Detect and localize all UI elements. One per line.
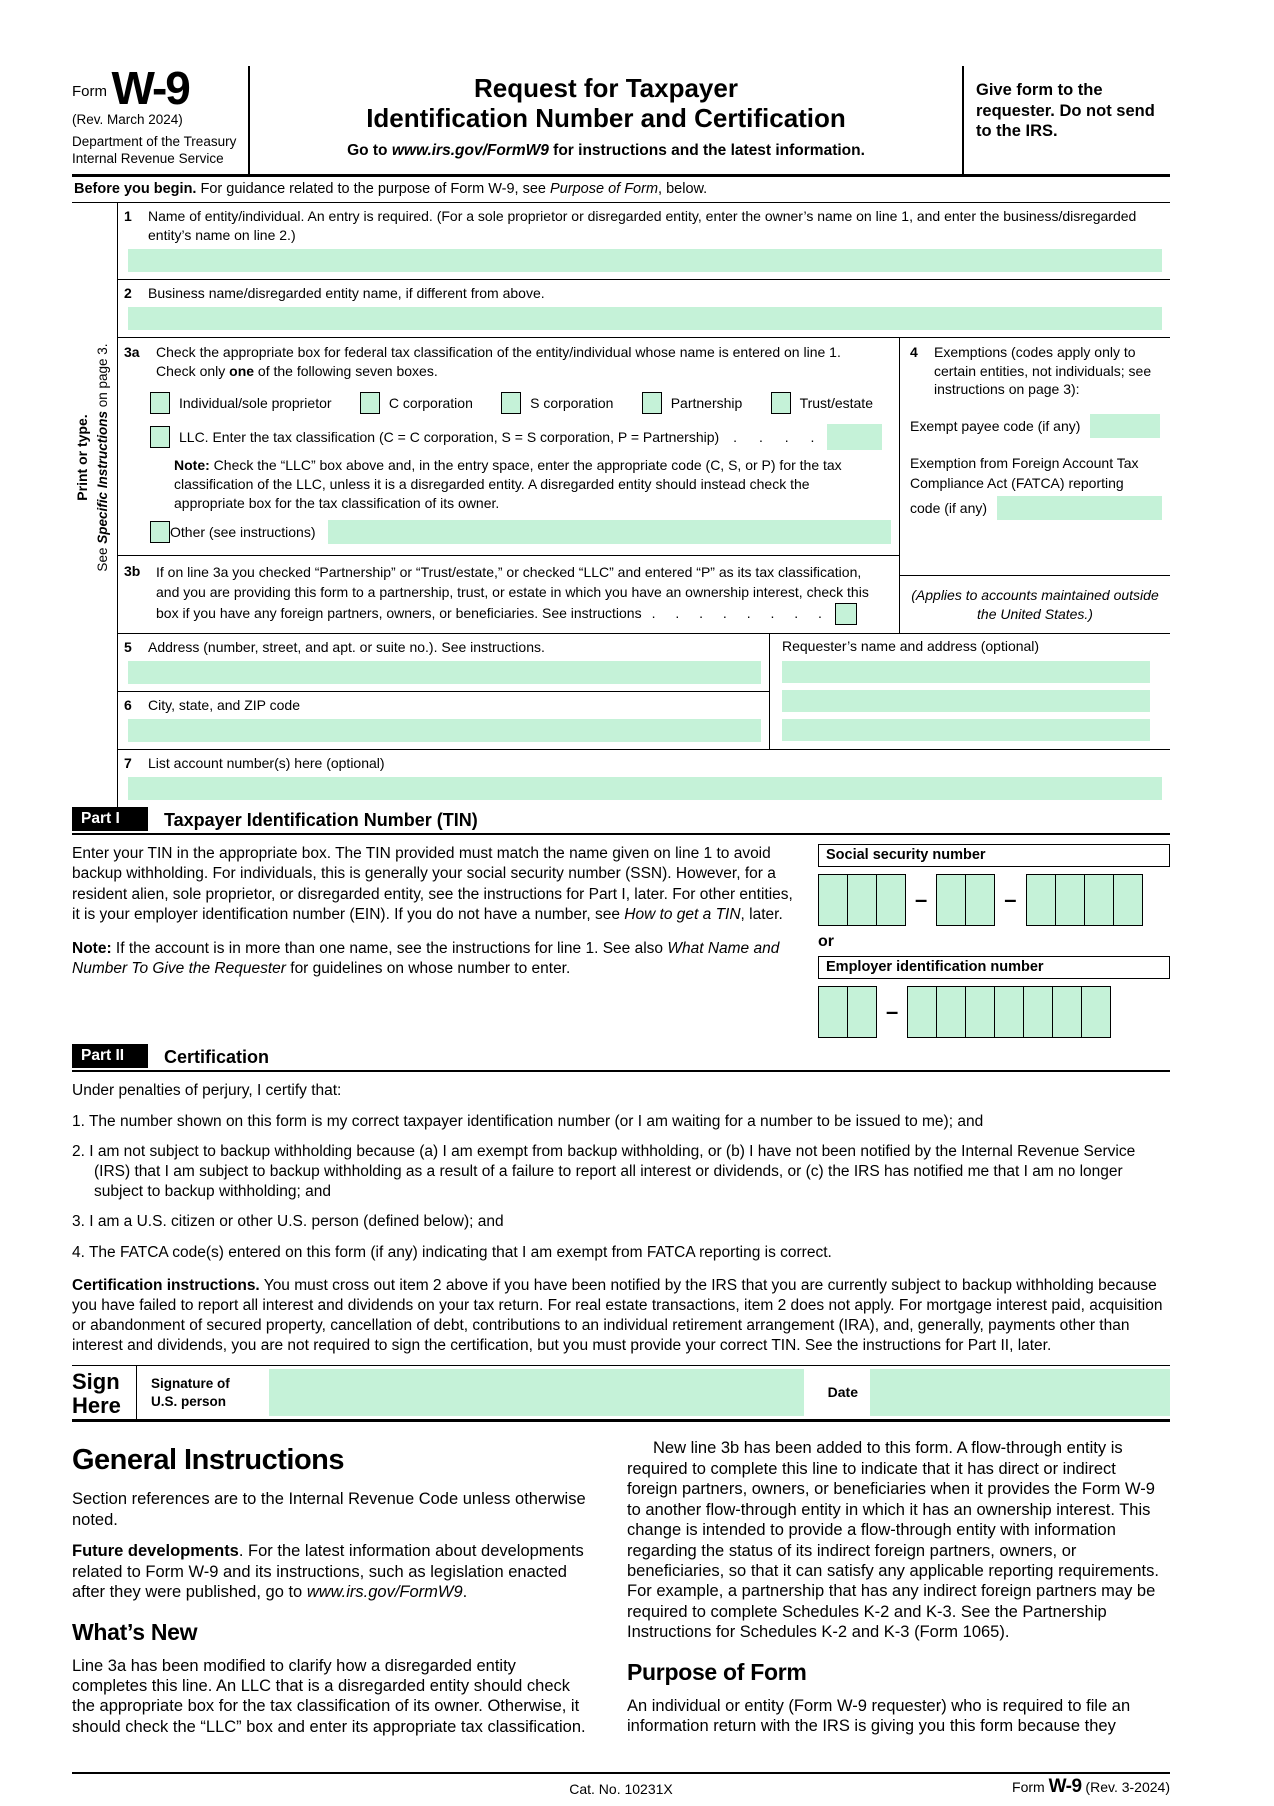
line5-number: 5 (124, 639, 132, 656)
dept-treasury: Department of the Treasury (72, 133, 237, 149)
ssn-digit-box[interactable] (1026, 874, 1056, 926)
trust-estate-checkbox[interactable] (771, 392, 791, 414)
row-line5 (118, 634, 769, 692)
dot-leader: . . . . . . . . (651, 604, 823, 621)
row-line3a (118, 338, 899, 556)
ssn-digit-box[interactable] (847, 874, 877, 926)
line3a-text-2: of the following seven boxes. (254, 362, 438, 379)
ssn-dash: – (915, 886, 928, 912)
part1-badge: Part I (72, 807, 148, 831)
row-line1 (118, 203, 1170, 280)
row-line2 (118, 280, 1170, 338)
certification-instructions (72, 1276, 1170, 1357)
form-number-line (72, 62, 240, 114)
ein-boxes-row (818, 986, 1170, 1038)
form-word: Form (72, 83, 107, 100)
option-c-corp (360, 392, 473, 414)
c-corporation-label: C corporation (388, 395, 473, 412)
line6-label-row (124, 696, 769, 715)
ein-digit-box[interactable] (847, 986, 877, 1038)
ssn-label: Social security number (818, 844, 1170, 867)
footer-form-number: W-9 (1048, 1776, 1082, 1798)
signature-of-text: Signature of (151, 1376, 230, 1392)
line1-name-input[interactable] (128, 249, 1162, 272)
or-label: or (818, 932, 834, 950)
option-other (150, 520, 891, 544)
line1-label: Name of entity/individual. An entry is required. (For a sole proprietor or disregarded entity, enter the owner’s name on line 1, and enter the business/disregarded entity’s name on line 2.) (148, 208, 1137, 243)
form-number: W-9 (111, 62, 189, 114)
dot-leader: . . . . (733, 429, 816, 446)
tin-note-italic: What Name and Number To Give the Requester (72, 939, 780, 977)
part1-header (72, 807, 1170, 835)
line3b-label (156, 562, 891, 625)
before-you-begin (72, 177, 1170, 203)
form-revision: (Rev. March 2024) (72, 112, 183, 128)
note-text: Check the “LLC” box above and, in the entry space, enter the appropriate code (C, S, or P) for the tax classification of the LLC, unless it is a disregarded entity. A disregarded entity should instead check the appropriate box for the tax classification of its owner. (174, 457, 842, 512)
llc-note (174, 456, 861, 513)
part1-instructions (72, 844, 818, 1038)
llc-checkbox[interactable] (150, 426, 170, 448)
tin-note-paragraph (72, 939, 794, 980)
sign-here-label (72, 1366, 136, 1419)
ssn-digit-box[interactable] (936, 874, 966, 926)
other-label: Other (see instructions) (170, 524, 316, 541)
tin-italic: How to get a TIN (624, 906, 741, 924)
line2-label-row (124, 284, 1170, 303)
exempt-payee-label: Exempt payee code (if any) (910, 418, 1081, 435)
signature-label (151, 1366, 269, 1419)
section-references-paragraph: Section references are to the Internal Revenue Code unless otherwise noted. (72, 1490, 586, 1529)
future-developments-paragraph (72, 1541, 595, 1602)
classification-checkbox-row (150, 392, 873, 414)
line3b-new-paragraph: New line 3b has been added to this form. A flow-through entity is required to complete this line to indicate that it has direct or indirect foreign partners, owners, or beneficiaries when it provides the Form W-9 to another flow-through entity in which it has an ownership interest. This change is intended to provide a flow-through entity with information regarding the status of its indirect foreign partners, owners, or beneficiaries, so that it can satisfy any applicable reporting requirements. For example, a partnership that has any indirect foreign partners may be required to complete Schedules K-2 and K-3. See the Partnership Instructions for Schedules K-2 and K-3 (Form 1065). (627, 1439, 1159, 1642)
general-instructions-section (72, 1438, 1170, 1748)
irs-label: Internal Revenue Service (72, 151, 224, 167)
fatca-label: Exemption from Foreign Account Tax Compliance Act (FATCA) reporting (910, 455, 1139, 491)
ein-digit-box[interactable] (994, 986, 1024, 1038)
certification-intro: Under penalties of perjury, I certify that: (72, 1081, 342, 1099)
requester-input-1[interactable] (782, 661, 1150, 683)
individual-checkbox[interactable] (150, 392, 170, 414)
fatca-code-label: code (if any) (910, 499, 988, 516)
line3b-text: If on line 3a you checked “Partnership” or “Trust/estate,” or checked “LLC” and entered “P” as its tax classification, and you are providing this form to a partnership, trust, or estate in which you have an ownership interest, check this box if you have any foreign partners, owners, or beneficiaries. See instructions (156, 564, 869, 621)
other-input[interactable] (328, 520, 892, 544)
exemptions-block (900, 338, 1170, 576)
tin-boxes-panel (818, 844, 1170, 1038)
option-partnership (642, 392, 743, 414)
tin-note-text-2: for guidelines on whose number to enter. (285, 959, 571, 977)
ein-digit-box[interactable] (1081, 986, 1111, 1038)
ein-digit-box[interactable] (1052, 986, 1082, 1038)
tin-note-text-1: If the account is in more than one name, see the instructions for line 1. See also (111, 939, 668, 957)
instructions-left-column (72, 1438, 595, 1748)
line5-label: Address (number, street, and apt. or suite no.). See instructions. (148, 639, 545, 656)
line6-number: 6 (124, 696, 132, 713)
ein-label: Employer identification number (818, 956, 1170, 979)
purpose-of-form-title: Purpose of Form (627, 1658, 807, 1685)
side-strip (72, 203, 117, 807)
before-bold: Before you begin. (74, 181, 197, 198)
ein-dash: – (886, 998, 899, 1024)
part2-title: Certification (164, 1046, 270, 1067)
sidebar-on-page3: on page 3. (95, 343, 110, 412)
ein-digit-box[interactable] (1023, 986, 1053, 1038)
before-italic: Purpose of Form (550, 181, 659, 198)
row-line5-6 (118, 634, 1170, 750)
part1-title: Taxpayer Identification Number (TIN) (164, 809, 478, 830)
ssn-digit-box[interactable] (1055, 874, 1085, 926)
line4-label-row (910, 343, 1162, 400)
line7-number: 7 (124, 754, 132, 771)
ssn-digit-box[interactable] (1113, 874, 1143, 926)
line4-column (900, 338, 1170, 633)
ein-digit-box[interactable] (818, 986, 848, 1038)
ein-digit-box[interactable] (965, 986, 995, 1038)
line5-address-input[interactable] (128, 661, 761, 684)
requester-input-3[interactable] (782, 719, 1150, 741)
applies-note: (Applies to accounts maintained outside the United States.) (911, 586, 1159, 623)
requester-column (770, 634, 1170, 749)
goto-line (264, 142, 948, 160)
future-developments-url: www.irs.gov/FormW9 (306, 1583, 463, 1602)
form-area (72, 203, 1170, 807)
line3-left-column (118, 338, 900, 633)
certification-item-3: 3. I am a U.S. citizen or other U.S. person (defined below); and (72, 1213, 504, 1231)
footer-revision: (Rev. 3-2024) (1081, 1779, 1170, 1796)
instructions-right-column (627, 1438, 1170, 1748)
goto-prefix: Go to (347, 141, 392, 159)
line3a-number: 3a (124, 343, 140, 360)
cert-instructions-text: You must cross out item 2 above if you have been notified by the IRS that you are currently subject to backup withholding because you have failed to report all interest and dividends on your tax return. For real estate transactions, item 2 does not apply. For mortgage interest paid, acquisition or abandonment of secured property, cancellation of debt, contributions to an individual retirement arrangement (IRA), and, generally, payments other than interest and dividends, you are not required to sign the certification, but you must provide your correct TIN. See the instructions for Part II, later. (72, 1276, 1163, 1355)
sign-divider (136, 1366, 137, 1419)
row-line6 (118, 692, 769, 742)
line6-city-state-zip-input[interactable] (128, 719, 761, 742)
foreign-partners-checkbox[interactable] (835, 603, 857, 625)
line3b-label-row (124, 562, 891, 625)
fatca-code-row (910, 496, 1162, 520)
form-header (72, 62, 1170, 177)
here-word: Here (72, 1393, 121, 1419)
ein-digit-box[interactable] (936, 986, 966, 1038)
ssn-digit-box[interactable] (876, 874, 906, 926)
tin-text-2: , later. (740, 906, 783, 924)
ssn-digit-box[interactable] (965, 874, 995, 926)
tin-text-1: Enter your TIN in the appropriate box. The TIN provided must match the name given on line 1 to avoid backup withholding. For individuals, this is generally your social security number (SSN). However, for a resident alien, sole proprietor, or disregarded entity, see the instructions for Part I, later. For other entities, it is your employer identification number (EIN). If you do not have a number, see (72, 844, 793, 924)
line1-label-row (124, 207, 1170, 245)
other-checkbox[interactable] (150, 521, 170, 543)
cert-instructions-bold: Certification instructions. (72, 1276, 260, 1294)
note-bold: Note: (174, 457, 210, 474)
llc-classification-input[interactable] (827, 424, 882, 450)
tin-paragraph (72, 844, 794, 926)
line1-number: 1 (124, 208, 132, 225)
future-developments-bold: Future developments (72, 1542, 239, 1561)
form-box (117, 203, 1170, 807)
form-title-block (250, 66, 962, 174)
line2-number: 2 (124, 284, 132, 301)
option-individual (150, 392, 332, 414)
requester-input-2[interactable] (782, 690, 1150, 712)
footer-form-word: Form (1012, 1779, 1049, 1796)
row-line7 (118, 750, 1170, 800)
irs-url: www.irs.gov/FormW9 (391, 141, 549, 159)
ssn-boxes-row (818, 874, 1170, 926)
catalog-number: Cat. No. 10231X (569, 1781, 673, 1798)
line7-account-numbers-input[interactable] (128, 777, 1162, 800)
tin-note-bold: Note: (72, 939, 112, 957)
future-developments-text: . For the latest information about developments related to Form W-9 and its instructions, such as legislation enacted after they were published, go to (72, 1542, 584, 1602)
s-corporation-label: S corporation (530, 395, 614, 412)
line2-label: Business name/disregarded entity name, if different from above. (148, 284, 545, 301)
print-or-type-text: Print or type. (74, 414, 90, 501)
before-text-2: , below. (658, 181, 708, 198)
ein-digit-box[interactable] (907, 986, 937, 1038)
footer-form-id (1012, 1776, 1170, 1798)
fatca-code-input[interactable] (997, 496, 1162, 520)
line6-label: City, state, and ZIP code (148, 696, 301, 713)
address-column (118, 634, 770, 749)
line5-label-row (124, 638, 769, 657)
give-form-note: Give form to the requester. Do not send to the IRS. (962, 66, 1170, 174)
form-title-line1: Request for Taxpayer (474, 73, 738, 103)
certification-item-1: 1. The number shown on this form is my correct taxpayer identification number (or I am waiting for a number to be issued to me); and (72, 1112, 984, 1130)
see-specific-instructions (93, 210, 113, 705)
line3a-label-row (124, 343, 891, 381)
partnership-label: Partnership (670, 395, 743, 412)
line2-business-name-input[interactable] (128, 307, 1162, 330)
line3a-bold-one: one (229, 362, 255, 379)
certification-item-2: 2. I am not subject to backup withholding because (a) I am exempt from backup withholding, or (b) I have not been notified by the Internal Revenue Service (IRS) that I am subject to backup withholding as a result of a failure to report all interest or dividends, or (c) the IRS has notified me that I am no longer subject to backup withholding; and (72, 1143, 1136, 1201)
line3a-text-1: Check the appropriate box for federal tax classification of the entity/individual whose name is entered on line 1. Check only (156, 343, 841, 379)
exempt-payee-row (910, 414, 1162, 438)
s-corporation-checkbox[interactable] (501, 392, 521, 414)
line7-label: List account number(s) here (optional) (148, 754, 385, 771)
ssn-digit-box[interactable] (818, 874, 848, 926)
form-id-block (72, 62, 250, 174)
goto-suffix: for instructions and the latest information. (548, 141, 865, 159)
requester-label: Requester’s name and address (optional) (782, 638, 1040, 655)
option-s-corp (501, 392, 613, 414)
sidebar-see: See (95, 543, 110, 572)
future-developments-period: . (462, 1583, 468, 1602)
row-line3b (118, 556, 899, 633)
row-line3 (118, 338, 1170, 634)
part1-body (72, 835, 1170, 1044)
line7-label-row (124, 754, 1170, 773)
date-input[interactable] (870, 1369, 1170, 1416)
line4-label: Exemptions (codes apply only to certain entities, not individuals; see instructions on page 3): (934, 343, 1152, 398)
form-title (264, 74, 948, 134)
print-or-type-label (72, 210, 117, 705)
sign-here-row (72, 1365, 1170, 1422)
c-corporation-checkbox[interactable] (360, 392, 380, 414)
llc-label: LLC. Enter the tax classification (C = C corporation, S = S corporation, P = Partnership) (179, 429, 720, 446)
ssn-digit-box[interactable] (1084, 874, 1114, 926)
sign-word: Sign (72, 1369, 120, 1395)
certification-item-4: 4. The FATCA code(s) entered on this form (if any) indicating that I am exempt from FATCA reporting is correct. (72, 1243, 832, 1261)
whats-new-paragraph: Line 3a has been modified to clarify how a disregarded entity completes this line. An LLC that is a disregarded entity should check the appropriate box for the tax classification of its owner. Otherwise, it should check the “LLC” box and enter its appropriate tax classification. (72, 1656, 586, 1736)
part2-body (72, 1081, 1170, 1357)
partnership-checkbox[interactable] (642, 392, 662, 414)
sidebar-specific-instructions: Specific Instructions (95, 411, 110, 544)
date-label: Date (827, 1384, 858, 1401)
line3a-label (156, 343, 891, 381)
trust-estate-label: Trust/estate (799, 395, 873, 412)
us-person-text: U.S. person (151, 1394, 227, 1410)
page-footer (72, 1772, 1170, 1806)
whats-new-title: What’s New (72, 1618, 198, 1645)
exempt-payee-code-input[interactable] (1090, 414, 1160, 438)
part2-badge: Part II (72, 1044, 148, 1068)
signature-input[interactable] (269, 1369, 804, 1416)
part2-header (72, 1044, 1170, 1072)
line3b-number: 3b (124, 563, 141, 580)
before-text-1: For guidance related to the purpose of Form W-9, see (196, 181, 551, 198)
purpose-of-form-paragraph: An individual or entity (Form W-9 requester) who is required to file an information return with the IRS is giving you this form because they (627, 1696, 1131, 1736)
form-title-line2: Identification Number and Certification (366, 102, 846, 133)
individual-label: Individual/sole proprietor (179, 395, 332, 412)
general-instructions-title: General Instructions (72, 1444, 345, 1477)
option-llc (150, 424, 891, 450)
option-trust-estate (771, 392, 873, 414)
ssn-dash: – (1004, 886, 1017, 912)
line4-number: 4 (910, 343, 918, 360)
